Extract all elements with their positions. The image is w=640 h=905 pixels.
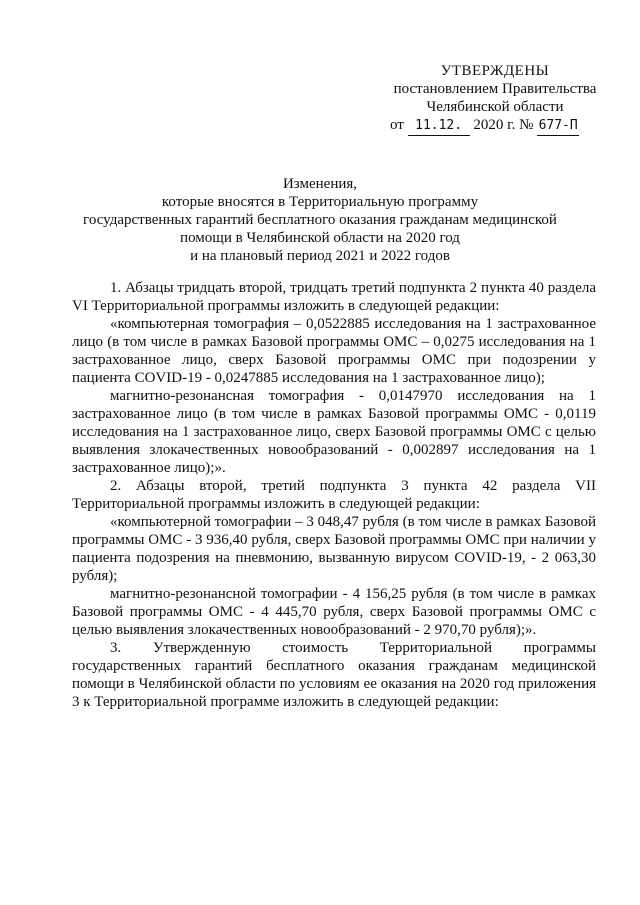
paragraph-ct-research: «компьютерная томография – 0,0522885 исследования на 1 застрахованное лицо (в том числе в рамках Базовой программы ОМС – 0,0275 исследования на 1 застрахованное лицо, сверх Базовой программы ОМС при подозрении у пациента COVID-19 - 0,0247885 исследования на 1 застрахованное лицо); xyxy=(72,316,596,386)
date-suffix: 2020 г. № xyxy=(473,117,534,133)
paragraph-item-1: 1. Абзацы тридцать второй, тридцать третий подпункта 2 пункта 40 раздела VI Территориальной программы изложить в следующей редакции: xyxy=(72,280,596,314)
document-heading xyxy=(80,175,560,265)
heading-line: помощи в Челябинской области на 2020 год xyxy=(180,230,460,246)
handwritten-number: 677-П xyxy=(537,117,579,136)
paragraph-mri-research: магнитно-резонансная томография - 0,0147970 исследования на 1 застрахованное лицо (в том числе в рамках Базовой программы ОМС - 0,0119 исследования на 1 застрахованное лицо, сверх Базовой программы ОМС с целью выявления злокачественных новообразований - 0,002897 исследования на 1 застрахованное лицо);». xyxy=(72,388,596,476)
approval-line-1: постановлением Правительства xyxy=(393,81,597,97)
document-body xyxy=(72,279,596,711)
heading-line: которые вносятся в Территориальную программу xyxy=(161,194,479,210)
handwritten-date: 11.12. xyxy=(408,117,470,136)
heading-line: государственных гарантий бесплатного оказания гражданам медицинской xyxy=(83,212,557,228)
heading-line: и на плановый период 2021 и 2022 годов xyxy=(190,248,450,264)
approval-line-2: Челябинской области xyxy=(426,99,564,115)
approval-stamp xyxy=(380,62,610,136)
approval-date-line xyxy=(380,116,610,136)
paragraph-item-2: 2. Абзацы второй, третий подпункта 3 пункта 42 раздела VII Территориальной программы изложить в следующей редакции: xyxy=(72,478,596,512)
approval-title: УТВЕРЖДЕНЫ xyxy=(440,63,550,79)
paragraph-item-3: 3. Утвержденную стоимость Территориальной программы государственных гарантий бесплатного оказания гражданам медицинской помощи в Челябинской области по условиям ее оказания на 2020 год приложения 3 к Территориальной программе изложить в следующей редакции: xyxy=(72,640,596,710)
heading-line: Изменения, xyxy=(282,176,358,192)
date-prefix: от xyxy=(390,117,404,133)
paragraph-mri-cost: магнитно-резонансной томографии - 4 156,25 рубля (в том числе в рамках Базовой программы ОМС - 4 445,70 рубля, сверх Базовой программы ОМС с целью выявления злокачественных новообразований - 2 970,70 рубля);». xyxy=(72,586,596,638)
paragraph-ct-cost: «компьютерной томографии – 3 048,47 рубля (в том числе в рамках Базовой программы ОМС - 3 936,40 рубля, сверх Базовой программы ОМС при наличии у пациента подозрения на пневмонию, вызванную вирусом COVID-19, - 2 063,30 рубля); xyxy=(72,514,596,584)
